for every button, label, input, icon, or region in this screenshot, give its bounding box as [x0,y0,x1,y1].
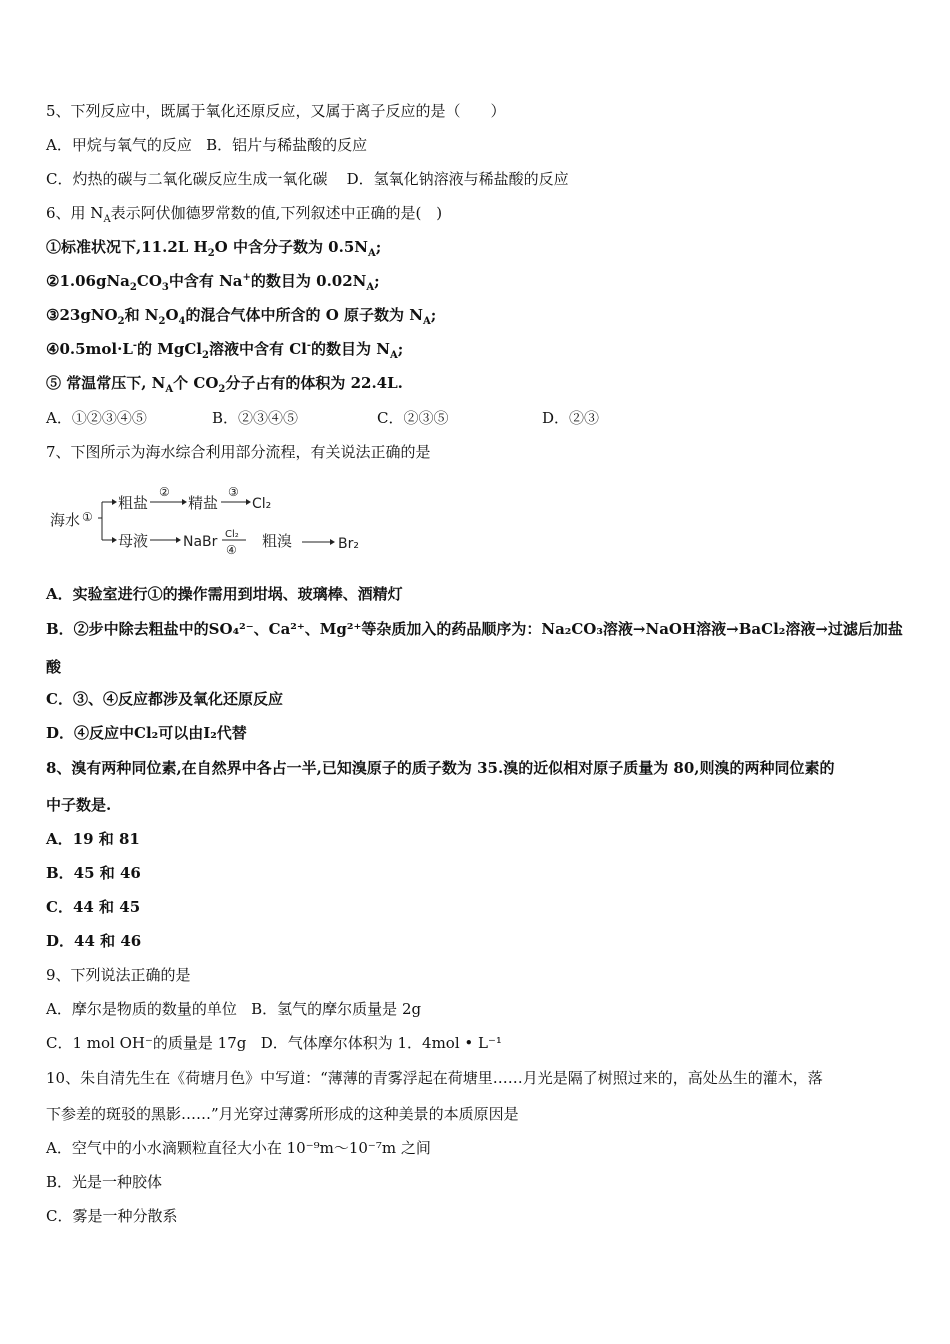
q5-option-c: C．灼热的碳与二氧化碳反应生成一氧化碳 [46,170,328,188]
q5-option-b: B．铝片与稀盐酸的反应 [206,136,368,154]
q10-stem-cont: 下参差的斑驳的黑影……”月光穿过薄雾所形成的这种美景的本质原因是 [46,1105,519,1123]
q8-option-c: C．44 和 45 [46,898,141,916]
seawater-flow-diagram [46,480,376,560]
q7-option-b-cont: 酸 [46,658,62,676]
crude-bromine-label: 粗溴 [262,532,293,550]
q9-options-ab [46,999,421,1019]
q9-option-d: D．气体摩尔体积为 1．4mol • L⁻¹ [260,1034,502,1052]
br2-label: Br₂ [338,536,359,552]
q8-stem: 8、溴有两种同位素,在自然界中各占一半,已知溴原子的质子数为 35.溴的近似相对原子质量为 80,则溴的两种同位素的 [46,759,835,777]
arrowhead-nabr [176,537,181,543]
step3-label: ③ [228,485,239,499]
q5-option-a: A．甲烷与氧气的反应 [46,136,192,154]
q7-option-a: A．实验室进行①的操作需用到坩埚、玻璃棒、酒精灯 [46,585,403,603]
q10-stem: 10、朱自清先生在《荷塘月色》中写道：“薄薄的青雾浮起在荷塘里……月光是隔了树照过来的，高处丛生的灌木，落 [46,1069,823,1087]
crude-salt-label: 粗盐 [118,494,149,512]
q6-statement-3: ③23gNO$_2$和 $N_2O_4$的混合气体中所含的 O 原子数为 $N_A$; [46,306,437,327]
q5-stem: 5、下列反应中，既属于氧化还原反应，又属于离子反应的是（ ） [46,102,506,120]
cl2-reagent-label: Cl₂ [225,529,239,540]
q9-option-b: B．氢气的摩尔质量是 2g [251,1000,422,1018]
q6-option-d: D．②③ [542,409,600,427]
q5-option-d: D．氢氧化钠溶液与稀盐酸的反应 [346,170,569,188]
seawater-label: 海水 [50,511,81,529]
arrowhead-crude-salt [112,499,117,505]
q7-option-d: D．④反应中Cl₂可以由I₂代替 [46,724,247,742]
q9-option-c: C．1 mol OH⁻的质量是 17g [46,1034,247,1052]
q7-stem: 7、下图所示为海水综合利用部分流程，有关说法正确的是 [46,443,431,461]
mother-liquor-label: 母液 [118,532,149,550]
step1-label: ① [82,510,93,524]
q6-stem: 6、用 $N_A$表示阿伏伽德罗常数的值,下列叙述中正确的是( ) [46,204,443,225]
q9-option-a: A．摩尔是物质的数量的单位 [46,1000,237,1018]
arrowhead-step2 [182,499,187,505]
q8-option-a: A．19 和 81 [46,830,140,848]
q8-stem-cont: 中子数是. [46,796,112,814]
q7-option-b: B．②步中除去粗盐中的SO₄²⁻、Ca²⁺、Mg²⁺等杂质加入的药品顺序为：Na₂CO₃溶液→NaOH溶液→BaCl₂溶液→过滤后加盐 [46,620,903,638]
q10-option-c: C．雾是一种分散系 [46,1207,178,1225]
q6-statement-4: ④0.5mol·L-的 MgCl$_2$溶液中含有 Cl-的数目为 $N_A$; [46,340,404,361]
q9-stem: 9、下列说法正确的是 [46,966,191,984]
q8-option-d: D．44 和 46 [46,932,142,950]
q5-options-ab [46,135,367,155]
nabr-label: NaBr [183,534,218,550]
q6-option-b: B．②③④⑤ [212,409,299,427]
q9-options-cd [46,1033,502,1053]
step2-label: ② [159,485,170,499]
arrowhead-step3 [246,499,251,505]
q5-options-cd [46,169,569,189]
cl2-product-label: Cl₂ [252,496,272,512]
arrowhead-mother-liquor [112,537,117,543]
q10-option-a: A．空气中的小水滴颗粒直径大小在 10⁻⁹m～10⁻⁷m 之间 [46,1139,431,1157]
q6-statement-1: ①标准状况下,11.2L $H_2O$ 中含分子数为 $0.5N_A$; [46,238,382,259]
q7-option-c: C．③、④反应都涉及氧化还原反应 [46,690,283,708]
q6-option-a: A．①②③④⑤ [46,409,147,427]
q6-statement-5: ⑤ 常温常压下, $N_A$个 $CO_2$分子占有的体积为 22.4L. [46,374,403,395]
step4-label: ④ [226,543,237,557]
q6-option-c: C．②③⑤ [377,409,449,427]
arrowhead-br2 [330,539,335,545]
q10-option-b: B．光是一种胶体 [46,1173,163,1191]
q8-option-b: B．45 和 46 [46,864,141,882]
q6-statement-2: $②1.06gNa_2CO_3$中含有 Na+的数目为 $0.02N_A$; [46,272,380,293]
refined-salt-label: 精盐 [188,494,219,512]
